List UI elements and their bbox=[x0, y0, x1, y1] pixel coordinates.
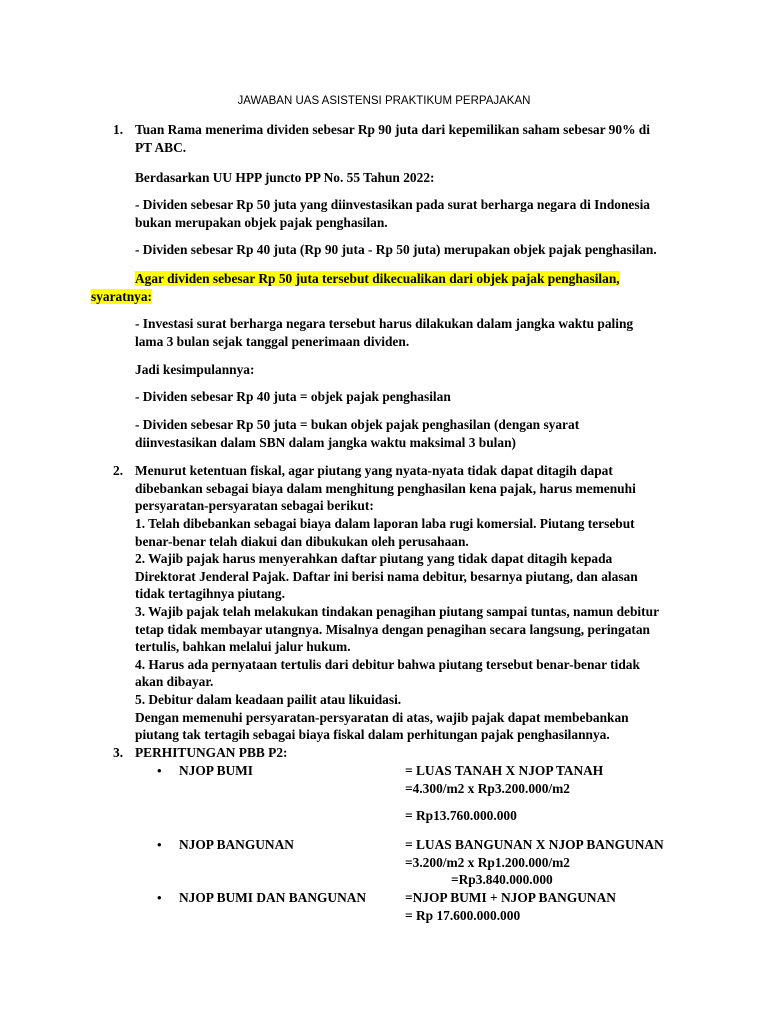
q2-line: 1. Telah dibebankan sebagai biaya dalam laporan laba rugi komersial. Piutang tersebut bbox=[135, 516, 635, 531]
njop-bumi-bangunan-formula: =NJOP BUMI + NJOP BANGUNAN bbox=[405, 890, 616, 905]
q1-number: 1. bbox=[113, 122, 124, 137]
njop-bumi-label: NJOP BUMI bbox=[179, 763, 254, 778]
njop-bumi-formula: = LUAS TANAH X NJOP TANAH bbox=[405, 763, 604, 778]
q2-line: tetap tidak membayar utangnya. Misalnya dengan penagihan secara langsung, peringatan bbox=[135, 622, 650, 637]
q1-basis: Berdasarkan UU HPP juncto PP No. 55 Tahun 2022: bbox=[135, 170, 435, 185]
q2-line: Dengan memenuhi persyaratan-persyaratan di atas, wajib pajak dapat membebankan bbox=[135, 710, 629, 725]
bullet-icon: • bbox=[157, 763, 162, 778]
q1-point1-line-2: bukan merupakan objek pajak penghasilan. bbox=[135, 215, 388, 230]
q1-conclusion-2-line-2: diinvestasikan dalam SBN dalam jangka waktu maksimal 3 bulan) bbox=[135, 435, 516, 450]
njop-bumi-result: = Rp13.760.000.000 bbox=[405, 808, 517, 823]
njop-bangunan-formula: = LUAS BANGUNAN X NJOP BANGUNAN bbox=[405, 837, 664, 852]
q2-number: 2. bbox=[113, 463, 124, 478]
q2-line: Menurut ketentuan fiskal, agar piutang yang nyata-nyata tidak dapat ditagih dapat bbox=[135, 463, 613, 478]
q1-conclusion-heading: Jadi kesimpulannya: bbox=[135, 362, 255, 377]
q1-highlight-line-1: Agar dividen sebesar Rp 50 juta tersebut dikecualikan dari objek pajak penghasilan, bbox=[135, 271, 620, 286]
q2-line: benar-benar telah diakui dan dibukukan oleh perusahaan. bbox=[135, 534, 469, 549]
q2-line: akan dibayar. bbox=[135, 674, 214, 689]
q1-point2: - Dividen sebesar Rp 40 juta (Rp 90 juta - Rp 50 juta) merupakan objek pajak penghasilan. bbox=[135, 242, 657, 257]
bullet-icon: • bbox=[157, 890, 162, 905]
njop-bumi-calc: =4.300/m2 x Rp3.200.000/m2 bbox=[405, 781, 570, 796]
njop-bangunan-result: =Rp3.840.000.000 bbox=[451, 872, 553, 887]
q2-line: 5. Debitur dalam keadaan pailit atau likuidasi. bbox=[135, 692, 402, 707]
q1-point1-line-1: - Dividen sebesar Rp 50 juta yang diinvestasikan pada surat berharga negara di Indonesia bbox=[135, 197, 650, 212]
q1-intro-line-1: Tuan Rama menerima dividen sebesar Rp 90 juta dari kepemilikan saham sebesar 90% di bbox=[135, 122, 650, 137]
njop-bumi-bangunan-result: = Rp 17.600.000.000 bbox=[405, 908, 521, 923]
q1-conclusion-2-line-1: - Dividen sebesar Rp 50 juta = bukan objek pajak penghasilan (dengan syarat bbox=[135, 417, 580, 432]
q1-requirement-line-2: lama 3 bulan sejak tanggal penerimaan dividen. bbox=[135, 334, 410, 349]
q2-line: 2. Wajib pajak harus menyerahkan daftar piutang yang tidak dapat ditagih kepada bbox=[135, 551, 613, 566]
njop-bangunan-label: NJOP BANGUNAN bbox=[179, 837, 294, 852]
q2-line: 3. Wajib pajak telah melakukan tindakan penagihan piutang sampai tuntas, namun debitur bbox=[135, 604, 660, 619]
page-title: JAWABAN UAS ASISTENSI PRAKTIKUM PERPAJAKAN bbox=[237, 95, 531, 107]
q2-line: tidak tertagihnya piutang. bbox=[135, 586, 285, 601]
njop-bangunan-calc: =3.200/m2 x Rp1.200.000/m2 bbox=[405, 855, 570, 870]
q2-line: persyaratan-persyaratan sebagai berikut: bbox=[135, 498, 374, 513]
njop-bumi-bangunan-label: NJOP BUMI DAN BANGUNAN bbox=[179, 890, 367, 905]
q3-heading: PERHITUNGAN PBB P2: bbox=[135, 745, 288, 760]
bullet-icon: • bbox=[157, 837, 162, 852]
q2-line: tertulis, bahkan melalui jalur hukum. bbox=[135, 639, 351, 654]
q1-conclusion-1: - Dividen sebesar Rp 40 juta = objek pajak penghasilan bbox=[135, 389, 451, 404]
q3-number: 3. bbox=[113, 745, 124, 760]
q2-line: dibebankan sebagai biaya dalam menghitung penghasilan kena pajak, harus memenuhi bbox=[135, 481, 636, 496]
q1-highlight-line-2: syaratnya: bbox=[91, 289, 152, 304]
q1-requirement-line-1: - Investasi surat berharga negara tersebut harus dilakukan dalam jangka waktu paling bbox=[135, 316, 634, 331]
q2-line: 4. Harus ada pernyataan tertulis dari debitur bahwa piutang tersebut benar-benar tidak bbox=[135, 657, 640, 672]
q2-line: piutang tak tertagih sebagai biaya fiskal dalam perhitungan pajak penghasilannya. bbox=[135, 727, 610, 742]
q1-intro-line-2: PT ABC. bbox=[135, 140, 187, 155]
q2-line: Direktorat Jenderal Pajak. Daftar ini berisi nama debitur, besarnya piutang, dan alasan bbox=[135, 569, 638, 584]
